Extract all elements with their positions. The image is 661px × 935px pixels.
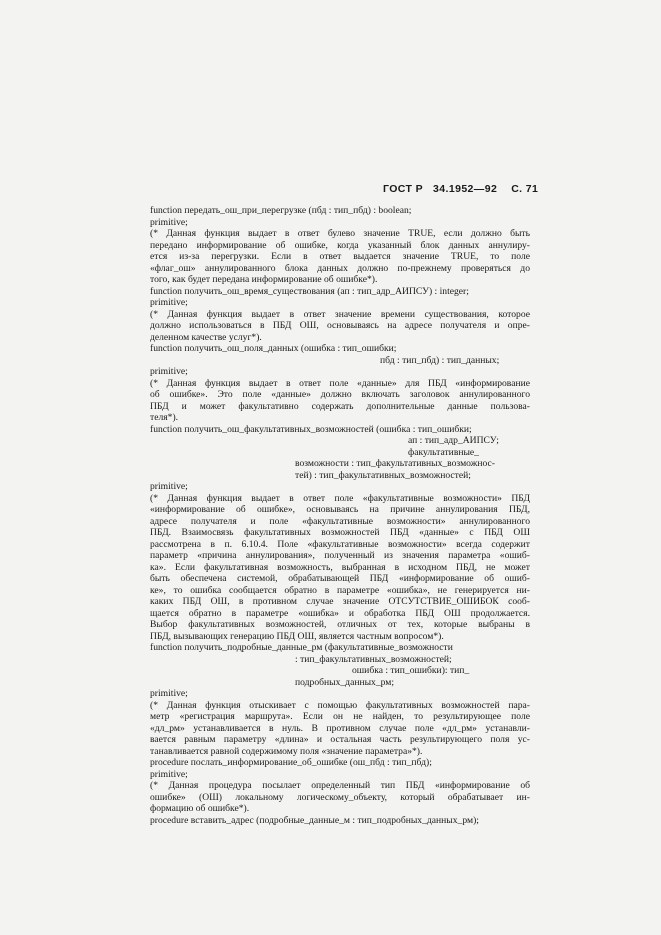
code-line: primitive; [150,688,188,699]
code-line: подробных_данных_рм; [295,676,395,688]
code-line: function получить_ош_факультативных_возможностей (ошибка : тип_ошибки; [150,423,472,435]
code-line: primitive; [150,481,188,492]
code-line: primitive; [150,768,188,780]
comment-line: (* Данная функция отыскивает с помощью факультативных возможностей пара- [150,699,530,711]
comment-line: деленном качестве услуг*). [150,331,262,343]
comment-line: адресе получателя и поле «факультативные возможности» аннулированного [150,515,530,527]
code-line: ошибка : тип_ошибки): тип_ [352,665,470,676]
code-line: факультативные_ [408,446,479,458]
code-line: primitive; [150,216,188,228]
comment-line: ПБД и может факультативно содержать дополнительные данные пользова- [150,400,530,412]
comment-line: танавливается равной содержимому поля «значение параметра»*). [150,745,423,757]
code-line: primitive; [150,366,188,377]
comment-line: передано информирование об ошибке, когда указанный блок данных аннулиру- [150,239,530,251]
comment-line: ПБД. Взаимосвязь факультативных возможностей ПБД «данные» с ПБД ОШ [150,527,530,538]
page-header [383,183,633,195]
comment-line: «информирование об ошибке», основываясь на причине аннулирования ПБД, [150,504,530,515]
code-line: пбд : тип_пбд) : тип_данных; [380,354,500,366]
comment-line: (* Данная функция выдает в ответ поле «факультативные возможности» ПБД [150,492,530,504]
comment-line: того, как будет передана информирование об ошибке*). [150,274,378,285]
standard-label: ГОСТ Р [383,183,424,195]
comment-line: «флаг_ош» аннулированного блока данных должно по-прежнему проверяться до [150,262,530,274]
comment-line: рассмотрена в п. 6.10.4. Поле «факультативные возможности» всегда содержит [150,538,530,550]
comment-line: параметр «причина аннулирования», полученный из значения параметра «ошиб- [150,550,530,561]
comment-line: быть обеспечена системой, обрабатывающей ПБД «информирование об ошиб- [150,573,530,584]
comment-line: каких ПБД ОШ, в противном случае значение ОТСУТСТВИЕ_ОШИБОК сооб- [150,596,530,607]
comment-line: ется из-за перегрузки. Если в ответ выдается значение TRUE, то поле [150,251,530,262]
comment-line: теля*). [150,412,179,423]
code-line: function получить_ош_поля_данных (ошибка : тип_ошибки; [150,343,397,354]
comment-line: формацию об ошибке*). [150,803,250,814]
document-body [150,205,530,826]
comment-line: Выбор факультативных возможностей, отличных от тех, которые выбраны в [150,619,530,630]
code-line: procedure послать_информирование_об_ошибке (ош_пбд : тип_пбд); [150,757,432,768]
comment-line: должно использоваться в ПБД ОШ, основываясь на адресе получателя и опре- [150,320,530,331]
comment-line: (* Данная функция выдает в ответ значение времени существования, которое [150,308,530,320]
code-line: procedure вставить_адрес (подробные_данные_м : тип_подробных_данных_рм); [150,814,479,826]
comment-line: ошибке» (ОШ) локальному логическому_объекту, который обрабатывает ин- [150,791,530,803]
comment-line: метр «регистрация маршрута». Если он не найден, то результирующее поле [150,711,530,722]
code-line: primitive; [150,297,188,308]
comment-line: (* Данная функция выдает в ответ поле «данные» для ПБД «информирование [150,377,530,389]
comment-line: об ошибке». Это поле «данные» должно включать заголовок аннулированного [150,389,530,400]
comment-line: «дл_рм» устанавливается в нуль. В противном случае поле «дл_рм» устанавли- [150,722,530,734]
comment-line: ПБД, вызывающих генерацию ПБД ОШ, является частным вопросом*). [150,630,444,642]
code-line: возможности : тип_факультативных_возможнос- [295,458,495,469]
comment-line: ке», то ошибка сообщается обратно в параметре «ошибка», не генерируется ни- [150,584,530,596]
comment-line: ка». Если факультативная возможность, выбранная в исходном ПБД, не может [150,561,530,573]
standard-number: 34.1952—92 [433,183,498,195]
page-number: С. 71 [511,183,539,195]
comment-line: (* Данная функция выдает в ответ булево значение TRUE, если должно быть [150,228,530,239]
code-line: тей) : тип_факультативных_возможностей; [295,469,471,481]
code-line: ап : тип_адр_АИПСУ; [408,435,499,446]
comment-line: щается обратно в параметре «ошибка» и обработка ПБД ОШ продолжается. [150,607,530,619]
code-line: function получить_ош_время_существования (ап : тип_адр_АИПСУ) : integer; [150,285,469,297]
code-line: : тип_факультативных_возможностей; [295,653,452,665]
code-line: function передать_ош_при_перегрузке (пбд : тип_пбд) : boolean; [150,205,412,216]
code-line: function получить_подробные_данные_рм (факультативные_возможности [150,642,453,653]
comment-line: вается равным параметру «длина» и остальная часть результирующего поля ус- [150,734,530,745]
comment-line: (* Данная процедура посылает определенный тип ПБД «информирование об [150,780,530,791]
